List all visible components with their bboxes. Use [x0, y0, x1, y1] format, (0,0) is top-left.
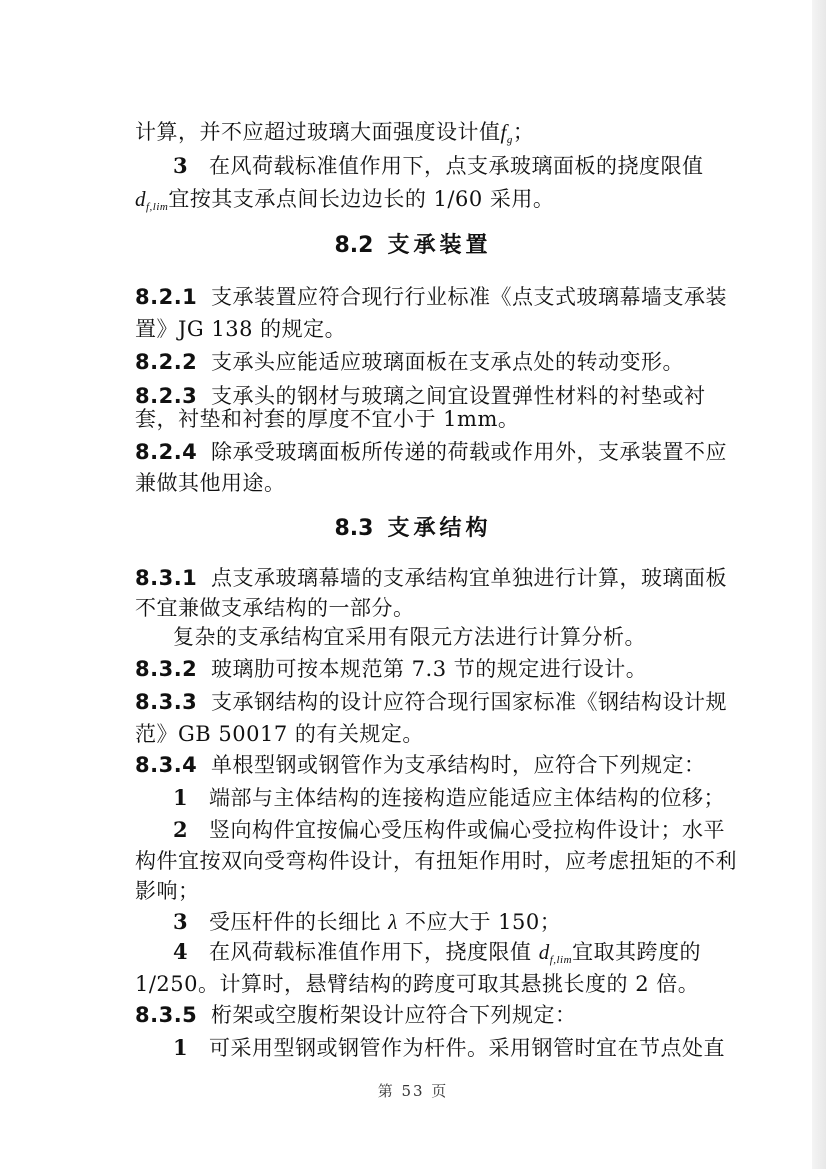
symbol-text: d [538, 940, 550, 964]
text-line [135, 404, 519, 434]
item-text: 构件宜按双向受弯构件设计，有扭矩作用时，应考虑扭矩的不利 [135, 849, 737, 873]
clause-8-3-5 [135, 1000, 577, 1030]
clause-text: 不宜兼做支承结构的一部分。 [135, 596, 415, 620]
item-text: 不应大于 150； [404, 910, 562, 934]
clause-8-3-4 [135, 750, 706, 780]
item-number: 3 [173, 153, 189, 178]
clause-8-2-2 [135, 347, 684, 377]
item-text: 宜取其跨度的 [572, 940, 702, 964]
text-span: ； [512, 120, 535, 144]
clause-text: 玻璃肋可按本规范第 7.3 节的规定进行设计。 [211, 657, 648, 681]
text-line [135, 846, 737, 876]
clause-number: 8.2.2 [135, 350, 198, 374]
item-text: 竖向构件宜按偏心受压构件或偏心受拉构件设计；水平 [209, 818, 725, 842]
text-line [135, 719, 424, 749]
text-span: 计算，并不应超过玻璃大面强度设计值 [135, 120, 501, 144]
list-item [173, 1033, 725, 1063]
item-text: 影响； [135, 879, 200, 903]
section-title: 支承装置 [387, 232, 492, 258]
section-number: 8.3 [334, 516, 374, 541]
item-text: 在风荷载标准值作用下，挠度限值 [209, 940, 532, 964]
clause-text: 支承装置应符合现行行业标准《点支式玻璃幕墙支承装 [211, 285, 727, 309]
clause-text: 点支承玻璃幕墙的支承结构宜单独进行计算，玻璃面板 [211, 566, 727, 590]
clause-text: 复杂的支承结构宜采用有限元方法进行计算分析。 [173, 625, 646, 649]
item-number: 3 [173, 909, 189, 934]
clause-number: 8.2.3 [135, 384, 198, 408]
text-line [173, 151, 704, 181]
text-line [135, 314, 346, 344]
clause-text: 置》JG 138 的规定。 [135, 317, 347, 341]
clause-text: 范》GB 50017 的有关规定。 [135, 722, 424, 746]
clause-8-3-1 [135, 563, 727, 593]
page-edge-shadow [812, 0, 826, 1169]
item-text: 1/250。计算时，悬臂结构的跨度可取其悬挑长度的 2 倍。 [135, 972, 700, 996]
subscript: f,lim [549, 954, 573, 966]
clause-8-3-3 [135, 687, 727, 717]
clause-text: 支承头应能适应玻璃面板在支承点处的转动变形。 [211, 350, 684, 374]
text-span: 宜按其支承点间长边边长的 1/60 采用。 [168, 187, 555, 211]
list-item [173, 815, 725, 845]
clause-number: 8.2.4 [135, 440, 198, 464]
section-title: 支承结构 [387, 515, 492, 541]
text-line [173, 622, 646, 652]
item-number: 4 [173, 939, 189, 964]
subscript: g [506, 134, 513, 146]
clause-number: 8.3.2 [135, 657, 198, 681]
text-line [135, 117, 534, 155]
text-line [135, 876, 200, 906]
text-line [135, 468, 286, 498]
clause-text: 桁架或空腹桁架设计应符合下列规定： [211, 1003, 577, 1027]
clause-text: 支承钢结构的设计应符合现行国家标准《钢结构设计规 [211, 690, 727, 714]
symbol-f [501, 120, 513, 144]
item-text: 可采用型钢或钢管作为杆件。采用钢管时宜在节点处直 [209, 1036, 725, 1060]
clause-text: 套，衬垫和衬套的厚度不宜小于 1mm。 [135, 407, 520, 431]
clause-number: 8.3.1 [135, 566, 198, 590]
clause-8-3-2 [135, 654, 647, 684]
list-item [173, 783, 725, 813]
section-number: 8.2 [334, 233, 374, 258]
list-item [173, 907, 561, 937]
clause-8-2-4 [135, 437, 727, 467]
item-text: 受压杆件的长细比 [209, 910, 381, 934]
clause-number: 8.3.4 [135, 753, 198, 777]
clause-text: 单根型钢或钢管作为支承结构时，应符合下列规定： [211, 753, 706, 777]
symbol-d [135, 187, 168, 211]
clause-text: 兼做其他用途。 [135, 471, 286, 495]
subscript: f,lim [146, 201, 169, 213]
clause-number: 8.3.5 [135, 1003, 198, 1027]
clause-text: 除承受玻璃面板所传递的荷载或作用外，支承装置不应 [211, 440, 727, 464]
section-heading-8-3 [0, 513, 826, 544]
clause-number: 8.3.3 [135, 690, 198, 714]
item-number: 1 [173, 785, 189, 810]
symbol-d [539, 940, 572, 964]
clause-text: 支承头的钢材与玻璃之间宜设置弹性材料的衬垫或衬 [211, 384, 706, 408]
text-line [135, 184, 554, 222]
text-span: 在风荷载标准值作用下，点支承玻璃面板的挠度限值 [209, 154, 704, 178]
item-number: 1 [173, 1035, 189, 1060]
text-line [135, 593, 415, 623]
symbol-lambda: λ [388, 910, 398, 934]
clause-8-2-1 [135, 282, 727, 312]
page-number: 第 53 页 [377, 1082, 449, 1100]
item-number: 2 [173, 817, 189, 842]
text-line [135, 969, 699, 999]
clause-number: 8.2.1 [135, 285, 198, 309]
symbol-text: d [135, 187, 146, 211]
section-heading-8-2 [0, 230, 826, 261]
item-text: 端部与主体结构的连接构造应能适应主体结构的位移； [209, 786, 725, 810]
symbol-text: f [500, 120, 507, 144]
